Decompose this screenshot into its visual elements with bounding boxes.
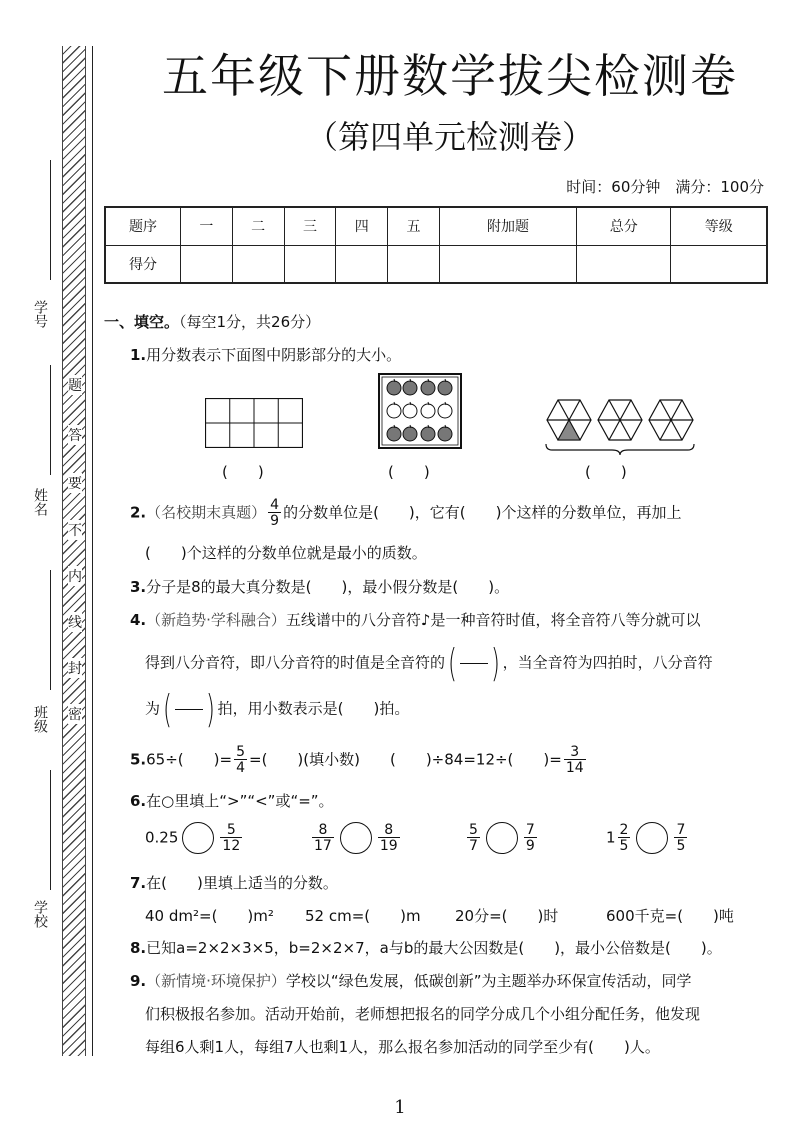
compare-circle[interactable] <box>340 822 372 854</box>
binding-hatch <box>62 46 86 1056</box>
fraction <box>234 745 247 775</box>
compare-circle[interactable] <box>182 822 214 854</box>
question-7 <box>130 872 338 893</box>
question-number: 2. <box>130 503 147 522</box>
compare-circle[interactable] <box>486 822 518 854</box>
question-text: 用分数表示下面图中阴影部分的大小。 <box>146 346 402 364</box>
question-tag: （新情境·环境保护） <box>146 972 286 990</box>
fraction-denominator: 4 <box>236 760 245 776</box>
answer-blank[interactable]: ( ) <box>222 463 264 481</box>
answer-blank[interactable]: ( ) <box>388 463 430 481</box>
score-cell[interactable] <box>671 245 767 283</box>
score-header-cell: 总分 <box>577 207 671 245</box>
fraction <box>618 823 631 853</box>
question-number: 5. <box>130 750 147 769</box>
question-number: 4. <box>130 611 147 629</box>
fraction-numerator: 2 <box>619 822 629 838</box>
score-table-header-row <box>105 207 767 245</box>
fraction-numerator: 3 <box>570 744 580 760</box>
question-text: 在( )里填上适当的分数。 <box>146 874 338 892</box>
question-text: 拍，用小数表示是( )拍。 <box>217 699 410 718</box>
fraction-denominator: 7 <box>469 838 478 854</box>
rectangle-grid-figure <box>205 398 303 448</box>
question-5 <box>130 745 588 775</box>
exam-info: 时间：60分钟 满分：100分 <box>566 178 764 196</box>
field-name-line <box>50 365 51 475</box>
fraction-numerator: 7 <box>525 822 535 838</box>
seal-char: 内 <box>68 566 82 586</box>
fraction-denominator: 17 <box>314 838 332 854</box>
score-cell[interactable] <box>439 245 576 283</box>
fraction-denominator: 19 <box>379 838 398 854</box>
fraction-denominator: 12 <box>222 838 241 854</box>
seal-char: 题 <box>68 375 82 395</box>
compare-item <box>465 822 539 854</box>
question-number: 1. <box>130 346 147 364</box>
score-cell[interactable] <box>577 245 671 283</box>
compare-left: 0.25 <box>145 828 179 847</box>
fraction-numerator: 5 <box>236 744 245 760</box>
question-3 <box>130 576 509 597</box>
fraction-numerator: 7 <box>676 822 686 838</box>
score-row-label: 得分 <box>105 245 181 283</box>
fraction <box>220 823 242 853</box>
conversion-item: 20分=( )时 <box>455 907 559 925</box>
field-student-id-label: 学号 <box>32 300 48 328</box>
question-text: 已知a=2×2×3×5，b=2×2×7，a与b的最大公因数是( )，最小公倍数是( )。 <box>146 939 722 957</box>
fraction <box>674 823 687 853</box>
question-text: 得到八分音符，即八分音符的时值是全音符的 <box>145 653 446 672</box>
score-header-cell: 一 <box>181 207 233 245</box>
field-class-label: 班级 <box>32 705 48 733</box>
fraction-denominator: 14 <box>565 760 584 776</box>
question-text: 五线谱中的八分音符♪是一种音符时值，将全音符八等分就可以 <box>285 611 701 629</box>
field-school-line <box>50 770 51 890</box>
question-8 <box>130 937 722 958</box>
fraction-denominator: 5 <box>619 838 629 854</box>
question-4 <box>130 609 701 630</box>
fraction-denominator: 5 <box>676 838 686 854</box>
section-heading <box>104 311 320 332</box>
question-number: 7. <box>130 874 147 892</box>
fraction <box>378 823 400 853</box>
fraction-blank[interactable]: ( ) <box>162 687 215 731</box>
fraction <box>312 823 334 853</box>
field-class-line <box>50 570 51 690</box>
score-cell[interactable] <box>232 245 284 283</box>
section-title: 一、填空。 <box>104 313 180 331</box>
seal-char: 答 <box>68 425 82 445</box>
compare-item <box>606 822 689 854</box>
score-header-cell: 四 <box>336 207 388 245</box>
score-header-cell: 题序 <box>105 207 181 245</box>
question-number: 9. <box>130 972 147 990</box>
question-6 <box>130 790 334 811</box>
question-4-line3 <box>145 687 410 731</box>
fraction-denominator: 9 <box>270 513 280 529</box>
question-text: 学校以“绿色发展，低碳创新”为主题举办环保宣传活动，同学 <box>285 972 692 990</box>
hexagons-figure <box>540 398 700 456</box>
mixed-whole: 1 <box>606 828 616 847</box>
field-name-label: 姓名 <box>32 488 48 516</box>
question-4-line2 <box>145 641 713 685</box>
score-header-cell: 五 <box>388 207 440 245</box>
question-text: ，当全音符为四拍时，八分音符 <box>502 653 713 672</box>
fraction-numerator: 8 <box>384 822 394 838</box>
score-cell[interactable] <box>181 245 233 283</box>
seal-char: 线 <box>68 612 82 632</box>
seal-char: 要 <box>68 473 82 493</box>
question-tag: （名校期末真题） <box>146 503 267 522</box>
fraction <box>467 823 480 853</box>
score-table <box>104 206 768 284</box>
question-number: 6. <box>130 792 147 810</box>
fraction-numerator: 5 <box>469 822 478 838</box>
conversion-item: 52 cm=( )m <box>305 907 421 925</box>
score-cell[interactable] <box>284 245 336 283</box>
page-subtitle: （第四单元检测卷） <box>305 118 594 156</box>
question-text: 为 <box>145 699 161 718</box>
field-school-label: 学校 <box>32 900 48 928</box>
question-9-line3: 每组6人剩1人，每组7人也剩1人，那么报名参加活动的同学至少有( )人。 <box>145 1038 660 1056</box>
fraction <box>564 745 586 775</box>
fraction-numerator: 4 <box>270 497 280 513</box>
compare-circle[interactable] <box>636 822 668 854</box>
answer-blank[interactable]: ( ) <box>585 463 627 481</box>
score-header-cell: 三 <box>284 207 336 245</box>
conversion-item: 40 dm²=( )m² <box>145 907 274 925</box>
question-tag: （新趋势·学科融合） <box>146 611 286 629</box>
question-text: 65÷( )= <box>146 750 233 769</box>
page-title: 五年级下册数学拔尖检测卷 <box>162 49 738 103</box>
field-student-id-line <box>50 160 51 280</box>
fraction-numerator: 8 <box>318 822 328 838</box>
score-cell[interactable] <box>388 245 440 283</box>
fraction <box>268 498 281 528</box>
apple-box-figure <box>378 373 462 449</box>
question-text: 分子是8的最大真分数是( )，最小假分数是( )。 <box>146 578 510 596</box>
seal-char: 不 <box>68 520 82 540</box>
seal-char: 封 <box>68 658 82 678</box>
question-text: 的分数单位是( )，它有( )个这样的分数单位，再加上 <box>283 503 682 522</box>
section-note: （每空1分，共26分） <box>179 313 321 331</box>
fraction-blank[interactable]: ( ) <box>447 641 500 685</box>
seal-char: 密 <box>68 704 82 724</box>
fraction-numerator: 5 <box>226 822 236 838</box>
compare-item <box>145 822 244 854</box>
conversion-item: 600千克=( )吨 <box>606 907 734 925</box>
score-table-score-row <box>105 245 767 283</box>
score-header-cell: 等级 <box>671 207 767 245</box>
fraction-denominator: 9 <box>525 838 535 854</box>
score-header-cell: 二 <box>232 207 284 245</box>
question-9-line2: 们积极报名参加。活动开始前，老师想把报名的同学分成几个小组分配任务，他发现 <box>145 1005 701 1023</box>
question-text: =( )(填小数) ( )÷84=12÷( )= <box>249 750 562 769</box>
compare-item <box>310 822 402 854</box>
question-2 <box>130 498 682 528</box>
fraction <box>524 823 537 853</box>
question-9 <box>130 970 691 991</box>
page-number: 1 <box>394 1097 406 1118</box>
score-cell[interactable] <box>336 245 388 283</box>
binding-line <box>92 46 93 1056</box>
question-1 <box>130 344 401 365</box>
question-text: 在○里填上“>”“<”或“=”。 <box>146 792 334 810</box>
question-number: 3. <box>130 578 147 596</box>
question-2-cont: ( )个这样的分数单位就是最小的质数。 <box>145 544 427 562</box>
score-header-cell: 附加题 <box>439 207 576 245</box>
question-number: 8. <box>130 939 147 957</box>
